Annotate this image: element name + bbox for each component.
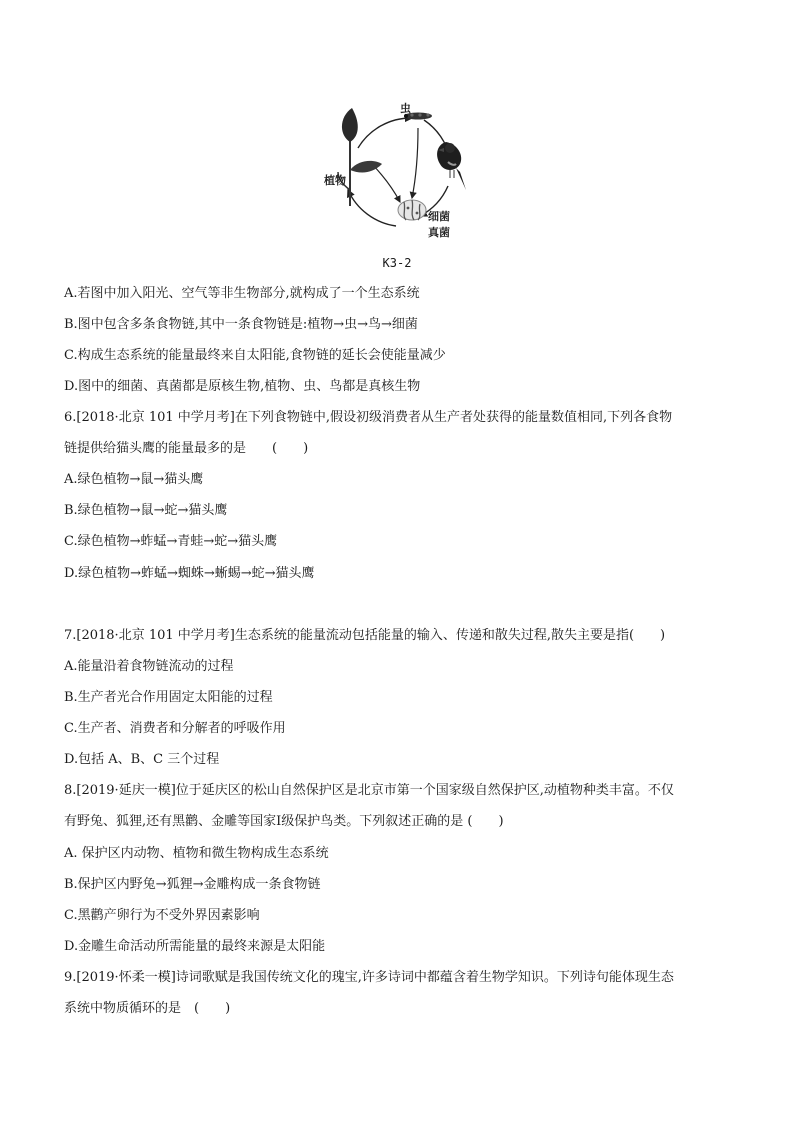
q9-stem-line2: 系统中物质循环的是 ( )	[64, 1001, 231, 1016]
label-bacteria: 细菌	[428, 210, 450, 223]
label-insect: 虫	[400, 102, 411, 115]
q7-option-a: A.能量沿着食物链流动的过程	[64, 659, 234, 674]
q7-stem: 7.[2018·北京 101 中学月考]生态系统的能量流动包括能量的输入、传递和散失过程,散失主要是指( )	[64, 628, 666, 643]
arrow-insect-to-decomposer	[412, 128, 418, 198]
q5-option-b: B.图中包含多条食物链,其中一条食物链是:植物→虫→鸟→细菌	[64, 317, 418, 332]
q6-stem: 6.[2018·北京 101 中学月考]在下列食物链中,假设初级消费者从生产者处获得的能量数值相同,下列各食物	[64, 410, 673, 425]
decomposer-icon	[398, 200, 426, 220]
q8-option-a: A. 保护区内动物、植物和微生物构成生态系统	[64, 846, 329, 861]
q6-option-c: C.绿色植物→蚱蜢→青蛙→蛇→猫头鹰	[64, 534, 278, 549]
q8-stem: 8.[2019·延庆一模]位于延庆区的松山自然保护区是北京市第一个国家级自然保护区,动植物种类丰富。不仅	[64, 783, 674, 798]
q5-option-a: A.若图中加入阳光、空气等非生物部分,就构成了一个生态系统	[64, 286, 420, 301]
q8-option-d: D.金雕生命活动所需能量的最终来源是太阳能	[64, 939, 326, 954]
q7-option-d: D.包括 A、B、C 三个过程	[64, 752, 220, 767]
q8-stem-line2: 有野兔、狐狸,还有黑鹳、金雕等国家Ⅰ级保护鸟类。下列叙述正确的是 ( )	[64, 814, 504, 829]
q8-option-b: B.保护区内野兔→狐狸→金雕构成一条食物链	[64, 877, 321, 892]
q6-option-b: B.绿色植物→鼠→蛇→猫头鹰	[64, 503, 228, 518]
arrow-decomposer-to-plant	[348, 190, 396, 226]
label-plant: 植物	[324, 174, 346, 187]
q6-stem-line2: 链提供给猫头鹰的能量最多的是 ( )	[64, 441, 309, 456]
q7-option-c: C.生产者、消费者和分解者的呼吸作用	[64, 721, 286, 736]
arrow-plant-to-decomposer	[372, 164, 400, 202]
q5-option-d: D.图中的细菌、真菌都是原核生物,植物、虫、鸟都是真核生物	[64, 379, 421, 394]
q6-option-a: A.绿色植物→鼠→猫头鹰	[64, 472, 204, 487]
q5-option-c: C.构成生态系统的能量最终来自太阳能,食物链的延长会使能量减少	[64, 348, 446, 363]
label-fungi: 真菌	[428, 226, 450, 239]
bird-icon	[437, 142, 466, 190]
arrow-plant-to-insect	[358, 118, 412, 148]
q7-option-b: B.生产者光合作用固定太阳能的过程	[64, 690, 273, 705]
q6-option-d: D.绿色植物→蚱蜢→蜘蛛→蜥蜴→蛇→猫头鹰	[64, 566, 315, 581]
figure-caption: K3-2	[382, 256, 412, 270]
plant-icon	[338, 108, 382, 206]
ecosystem-figure	[320, 98, 470, 248]
q9-stem: 9.[2019·怀柔一模]诗词歌赋是我国传统文化的瑰宝,许多诗词中都蕴含着生物学知识。下列诗句能体现生态	[64, 970, 674, 985]
q8-option-c: C.黑鹳产卵行为不受外界因素影响	[64, 908, 260, 923]
